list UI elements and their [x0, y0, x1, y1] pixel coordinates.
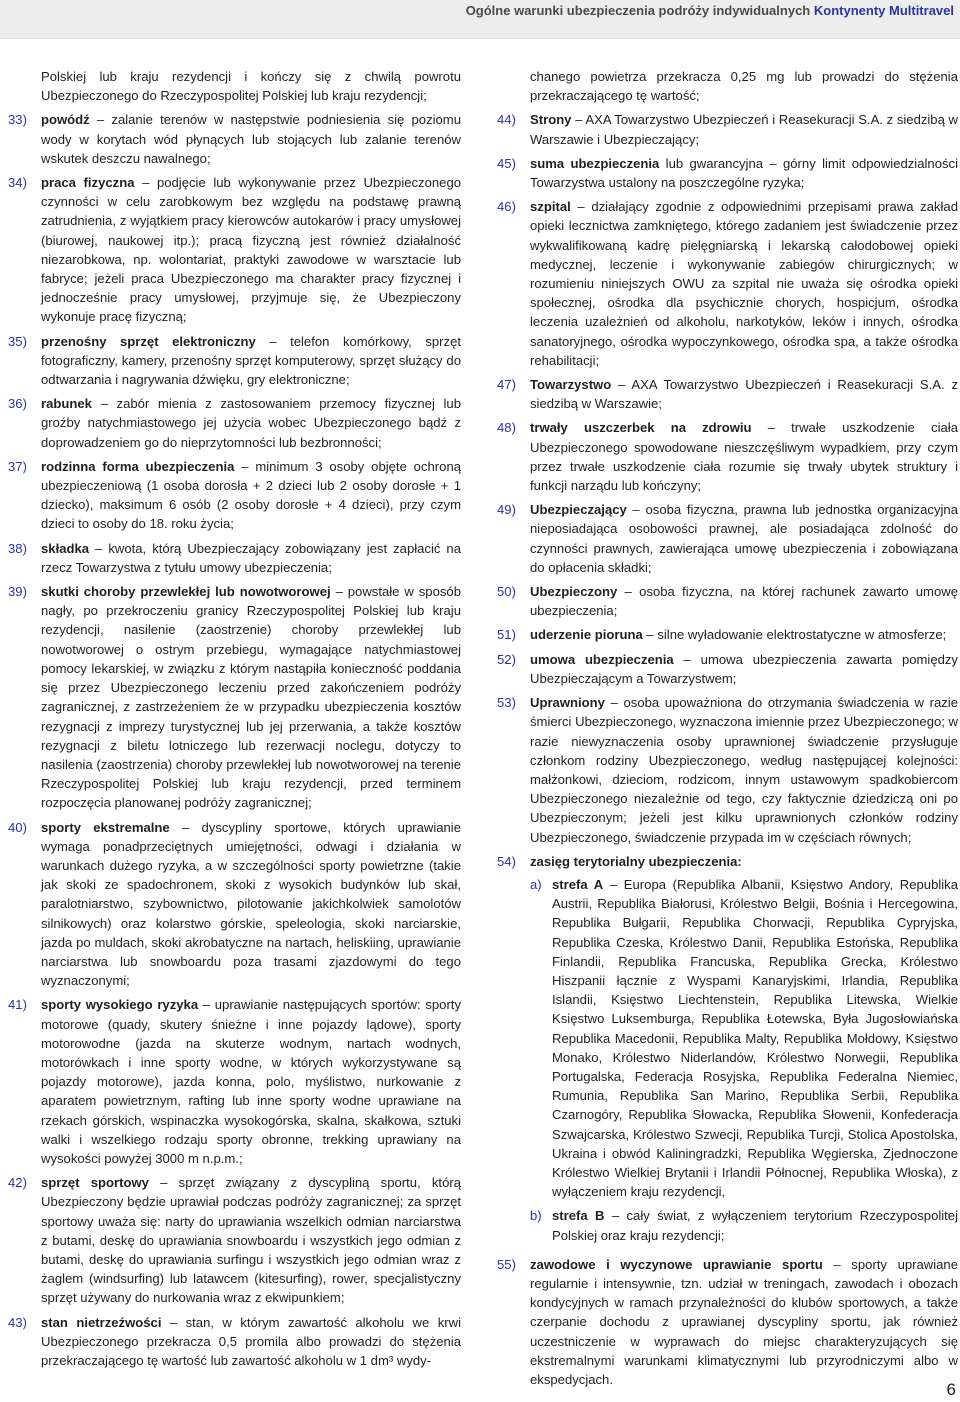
definition-text: – podjęcie lub wykonywanie przez Ubezpieczonego czynności w celu zarobkowym bez względu na podstawę prawną zatrudnienia, z wyjątkiem pracy kierowców autokarów i pracy umysłowej (biurowej, naukowej itp.); pracą fizyczną jest również działalność niezarobkowa, np. wolontariat, praktyki zawodowe w warsztacie lub fabryce; jeżeli praca Ubezpieczonego ma charakter pracy fizycznej i jednocześnie pracy umysłowej, przyjmuje się, że Ubezpieczony wykonuje pracę fizyczną;: [41, 175, 462, 325]
item-number: 39): [8, 584, 27, 600]
item-number: 42): [8, 1175, 27, 1191]
definition-text: – zabór mienia z zastosowaniem przemocy fizycznej lub groźby natychmiastowego jej użycia wobec Ubezpieczonego bądź z doprowadzeniem go do nieprzytomności lub bezbronności;: [41, 396, 461, 450]
defined-term: zawodowe i wyczynowe uprawianie sportu: [530, 1256, 823, 1272]
item-number: 46): [497, 199, 516, 215]
item-body: [530, 625, 958, 644]
definition-item: [8, 457, 461, 534]
defined-term: szpital: [530, 199, 571, 215]
item-number: 43): [8, 1314, 27, 1330]
definition-text: – zalanie terenów w następstwie podniesienia się poziomu wody w korytach wód płynących lub stojących lub zalanie terenów wskutek deszczu nawalnego;: [41, 112, 461, 166]
item-number: 49): [497, 502, 516, 518]
item-body: [41, 995, 461, 1168]
definition-text: – silne wyładowanie elektrostatyczne w atmosferze;: [642, 627, 947, 643]
definition-item: [497, 693, 958, 847]
definition-text: – trwałe uszkodzenie ciała Ubezpieczonego spowodowane nieszczęśliwym wypadkiem, przy czym przez trwałe uszkodzenie ciała rozumie się trwały ubytek struktury i funkcji narządu lub kończyny;: [530, 420, 958, 494]
item-number: 45): [497, 155, 516, 171]
definition-text: – dyscypliny sportowe, których uprawianie wymaga ponadprzeciętnych umiejętności, odwagi i działania w warunkach dużego ryzyka, a w szczególności sporty powietrzne (takie jak skoki ze spadochronem, skoki z wysokich budynków lub skał, paralotniarstwo, szybownictwo, pilotowanie jakichkolwiek samolotów silnikowych) oraz kolarstwo górskie, speleologia, skoki narciarskie, jazda po muldach, skoki akrobatyczne na nartach, heliskiing, uprawianie narciarstwa lub snowboardu poza trasami zjazdowymi do tego wyznaczonymi;: [41, 819, 461, 989]
item-body: [530, 500, 958, 577]
page-number: 6: [946, 1380, 956, 1399]
item-body: [41, 539, 461, 577]
defined-term: przenośny sprzęt elektroniczny: [41, 333, 256, 349]
item-number: 37): [8, 458, 27, 474]
left-column: [8, 67, 461, 1375]
item-body: [530, 418, 958, 495]
definition-text: – osoba fizyczna, prawna lub jednostka organizacyjna nieposiadająca osobowości prawnej, ale posiadająca zdolność do czynności prawnych, zawierająca umowę ubezpieczenia i zobowiązana do opłacenia składki;: [530, 502, 958, 575]
continued-text: chanego powietrza przekracza 0,25 mg lub prowadzi do stężenia przekraczającego tę wartość;: [530, 69, 958, 104]
defined-term: praca fizyczna: [41, 175, 135, 191]
item-body: [530, 650, 958, 688]
definition-item: [8, 1313, 461, 1371]
defined-term: rabunek: [41, 396, 92, 412]
item-body: [41, 394, 461, 452]
item-body: [41, 332, 461, 390]
sub-item: [530, 1206, 958, 1244]
definition-text: – uprawianie następujących sportów: sporty motorowe (quady, skutery śnieżne i inne pojazdy lądowe), sporty motorowodne (jazda na skuterze wodnym, nartach wodnych, motorówkach i inne sporty wodne, w których wykorzystywane są pojazdy motorowe), jazda konna, polo, myślistwo, nurkowanie z aparatem powietrznym, rafting lub inne sporty wodne uprawiane na rzekach górskich, wspinaczka wysokogórska, skalna, skałkowa, sztuki walki i wszelkiego rodzaju sporty obronne, trekking uprawiany na wysokości powyżej 3000 m n.p.m.;: [41, 997, 461, 1166]
defined-term: uderzenie pioruna: [530, 627, 643, 643]
item-number: 55): [497, 1256, 516, 1272]
defined-term: Ubezpieczony: [530, 584, 618, 600]
definition-item: [8, 332, 461, 390]
item-body: [41, 818, 461, 991]
definition-item: [8, 539, 461, 577]
definition-text: – sporty uprawiane regularnie i intensywnie, tzn. udział w treningach, zawodach i obozach kondycyjnych w ramach przynależności do klubów sportowych, a także czerpanie dochodu z uprawianej dyscypliny sportu, jak również uczestniczenie w wyprawach do miejsc charakteryzujących się ekstremalnymi warunkami klimatycznymi lub przyrodniczymi albo w ekspedycjach.: [530, 1256, 958, 1387]
defined-term: umowa ubezpieczenia: [530, 651, 674, 667]
defined-term: Strony: [530, 112, 572, 128]
defined-term: sporty ekstremalne: [41, 819, 170, 835]
item-number: 35): [8, 333, 27, 349]
defined-term: sprzęt sportowy: [41, 1175, 149, 1191]
item-body: [41, 1173, 461, 1307]
item-number: 41): [8, 997, 27, 1013]
definition-text: – AXA Towarzystwo Ubezpieczeń i Reasekuracji S.A. z siedzibą w Warszawie;: [530, 377, 958, 412]
definition-item: [8, 1173, 461, 1307]
definition-text: – minimum 3 osoby objęte ochroną ubezpieczeniową (1 osoba dorosła + 2 dzieci lub 2 osoby dorosłe + 1 dziecko), maksimum 6 osób (2 osoby dorosłe + 4 dzieci), przy czym dzieci to osoby do 18. roku życia;: [41, 458, 462, 532]
definition-text: – telefon komórkowy, sprzęt fotograficzny, kamery, przenośny sprzęt komputerowy, sprzęt służący do odtwarzania i nagrywania dźwięku, gry elektroniczne;: [41, 333, 461, 388]
defined-term: sporty wysokiego ryzyka: [41, 997, 199, 1013]
defined-term: rodzinna forma ubezpieczenia: [41, 458, 235, 474]
right-column: [497, 67, 958, 1394]
item-body: [530, 197, 958, 370]
definition-text: – kwota, którą Ubezpieczający zobowiązany jest zapłacić na rzecz Towarzystwa z tytułu umowy ubezpieczenia;: [41, 540, 461, 575]
item-body: [530, 154, 958, 192]
definition-item: [8, 394, 461, 452]
definition-item: [8, 995, 461, 1168]
definition-item: [497, 582, 958, 620]
item-body: [530, 582, 958, 620]
definition-text: – działający zgodnie z odpowiednimi przepisami prawa zakład opieki lecznictwa zamkniętego, którego zadaniem jest świadczenie przez wykwalifikowaną kadrę pielęgniarską i lekarską całodobowej opieki medycznej, leczenie i wykonywanie zabiegów chirurgicznych; w rozumieniu niniejszych OWU za szpital nie uważa się ośrodka opieki społecznej, ośrodka dla psychicznie chorych, hospicjum, ośrodka leczenia uzależnień od alkoholu, narkotyków, leków i innych, ośrodka sanatoryjnego, ośrodka wypoczynkowego, ośrodka spa, a także ośrodka rehabilitacji;: [530, 199, 958, 368]
definition-text: – stan, w którym zawartość alkoholu we krwi Ubezpieczonego przekracza 0,5 promila albo prowadzi do stężenia przekraczającego tę wartość lub zawartość alkoholu w 1 dm³ wydy-: [41, 1314, 461, 1368]
definition-text: – powstałe w sposób nagły, po przekroczeniu granicy Rzeczypospolitej Polskiej lub kraju rezydencji, nasilenie (zaostrzenie) choroby przewlekłej lub nowotworowej o ostrym przebiegu, wymagające natychmiastowej pomocy lekarskiej, w związku z którym nastąpiła konieczność poddania się przez Ubezpieczonego leczeniu przed zakończeniem podróży zagranicznej, z zastrzeżeniem że w przypadku ubezpieczenia kosztów rezygnacji z imprezy turystycznej lub jej przerwania, a także kosztów rezygnacji z biletu lotniczego lub rezerwacji noclegu, dotyczy to nasilenia (zaostrzenia) choroby przewlekłej lub nowotworowej na terenie Rzeczypospolitej Polskiej lub kraju rezydencji, przed terminem rozpoczęcia planowanej podróży zagranicznej;: [41, 584, 461, 811]
sub-item-body: [552, 875, 958, 1201]
item-body: [530, 375, 958, 413]
item-number: 48): [497, 420, 516, 436]
item-body: [530, 852, 958, 1250]
sub-item-letter: b): [530, 1208, 542, 1224]
definition-item: [497, 110, 958, 148]
continued-text: Polskiej lub kraju rezydencji i kończy się z chwilą powrotu Ubezpieczonego do Rzeczypospolitej Polskiej lub kraju rezydencji;: [41, 69, 461, 104]
defined-term: zasięg terytorialny ubezpieczenia:: [530, 853, 742, 869]
item-body: [530, 1255, 958, 1389]
item-body: [530, 693, 958, 847]
definition-text: – AXA Towarzystwo Ubezpieczeń i Reasekuracji S.A. z siedzibą w Warszawie i Ubezpieczający;: [530, 112, 958, 147]
item-number: 54): [497, 853, 516, 869]
defined-term: stan nietrzeźwości: [41, 1314, 162, 1330]
item-number: 50): [497, 584, 516, 600]
defined-term: skutki choroby przewlekłej lub nowotworowej: [41, 584, 331, 600]
running-header: [0, 0, 960, 39]
item-number: 40): [8, 819, 27, 835]
definition-item: [497, 650, 958, 688]
defined-term: suma ubezpieczenia: [530, 155, 660, 171]
header-title-text: Ogólne warunki ubezpieczenia podróży indywidualnych: [465, 3, 811, 18]
definition-item: [497, 197, 958, 370]
sub-item: [530, 875, 958, 1201]
item-number: 36): [8, 396, 27, 412]
definition-text: – umowa ubezpieczenia zawarta pomiędzy Ubezpieczającym a Towarzystwem;: [530, 651, 958, 686]
item-number: 34): [8, 175, 27, 191]
item-number: 44): [497, 112, 516, 128]
definition-item: [497, 154, 958, 192]
definition-text: – osoba upoważniona do otrzymania świadczenia w razie śmierci Ubezpieczonego, wyznaczona imiennie przez Ubezpieczonego; w razie niewyznaczenia osoby uprawnionej świadczenie przysługuje członkom rodziny Ubezpieczonego, według następującej kolejności: małżonkowi, dzieciom, rodzicom, innym ustawowym spadkobiercom Ubezpieczonego niezależnie od tego, czy faktycznie dziedziczą oni po Ubezpieczonym; jeżeli jest kilku uprawnionych członków rodziny Ubezpieczonego, świadczenie przypada im w częściach równych;: [530, 695, 958, 845]
item-body: [41, 582, 461, 812]
header-title: [466, 3, 954, 18]
defined-term: trwały uszczerbek na zdrowiu: [530, 420, 752, 436]
defined-term: Ubezpieczający: [530, 502, 627, 518]
definition-text: lub gwarancyjna – górny limit odpowiedzialności Towarzystwa ustalony na poszczególne ryzyka;: [530, 155, 958, 191]
item-body: [41, 457, 461, 534]
definition-text: – cały świat, z wyłączeniem terytorium Rzeczypospolitej Polskiej oraz kraju rezydencji;: [552, 1208, 958, 1243]
definition-item: [497, 852, 958, 1250]
definition-text: – Europa (Republika Albanii, Księstwo Andory, Republika Austrii, Republika Białorusi, Królestwo Belgii, Bośnia i Hercegowina, Republika Bułgarii, Republika Chorwacji, Republika Cypryjska, Republika Czeska, Królestwo Danii, Republika Estońska, Republika Finlandii, Republika Francuska, Republika Grecka, Królestwo Hiszpanii łącznie z Wyspami Kanaryjskimi, Irlandia, Republika Islandii, Księstwo Liechtenstein, Republika Litewska, Wielkie Księstwo Luksemburga, Republika Łotewska, Była Jugosłowiańska Republika Macedonii, Republika Malty, Republika Mołdowy, Księstwo Monako, Królestwo Niderlandów, Królestwo Norwegii, Republika Portugalska, Federacja Rosyjska, Republika Federalna Niemiec, Rumunia, Republika San Marino, Republika Serbii, Republika Czarnogóry, Republika Słowacka, Republika Słowenii, Konfederacja Szwajcarska, Królestwo Szwecji, Republika Turcji, Stolica Apostolska, Ukraina i obwód Kaliningradzki, Republika Węgierska, Zjednoczone Królestwo Wielkiej Brytanii i Irlandii Północnej, Republika Włoska), z wyłączeniem kraju rezydencji,: [552, 876, 958, 1200]
defined-term: składka: [41, 540, 90, 556]
item-number: 51): [497, 627, 516, 643]
definition-item: [8, 582, 461, 812]
item-body: [41, 1313, 461, 1371]
definition-text: – sprzęt związany z dyscypliną sportu, którą Ubezpieczony będzie uprawiał podczas podróży zagranicznej; za sprzęt sportowy uważa się: narty do uprawiania wszelkich odmian narciarstwa z butami, deskę do uprawiania snowboardu i wszystkich jego odmian z butami, deskę do uprawiania surfingu i wszystkich jego odmian wraz z żaglem (windsurfing) lub latawcem (kitesurfing), rower, specjalistyczny sprzęt używany do nurkowania wraz z ekwipunkiem;: [41, 1175, 461, 1306]
sub-item-letter: a): [530, 876, 542, 892]
item-body: [41, 110, 461, 168]
item-body: [530, 110, 958, 148]
definition-item: [8, 110, 461, 168]
definition-item: [497, 418, 958, 495]
defined-term: Towarzystwo: [530, 377, 612, 393]
defined-term: Uprawniony: [530, 695, 605, 711]
item-number: 53): [497, 695, 516, 711]
item-number: 52): [497, 651, 516, 667]
defined-term: powódź: [41, 112, 90, 128]
item-number: 47): [497, 377, 516, 393]
definition-item: [497, 1255, 958, 1389]
item-number: 33): [8, 112, 27, 128]
definition-item: [497, 375, 958, 413]
definition-item: [8, 173, 461, 327]
defined-term: strefa B: [552, 1208, 605, 1224]
definition-text: – osoba fizyczna, na której rachunek zawarto umowę ubezpieczenia;: [530, 584, 958, 619]
header-title-product: Kontynenty Multitravel: [813, 3, 954, 18]
definition-item: [497, 625, 958, 644]
item-body: [41, 173, 461, 327]
sub-item-list: [530, 875, 958, 1245]
defined-term: strefa A: [552, 876, 604, 892]
definition-item: [497, 500, 958, 577]
definition-item: [8, 818, 461, 991]
item-number: 38): [8, 540, 27, 556]
sub-item-body: [552, 1206, 958, 1244]
